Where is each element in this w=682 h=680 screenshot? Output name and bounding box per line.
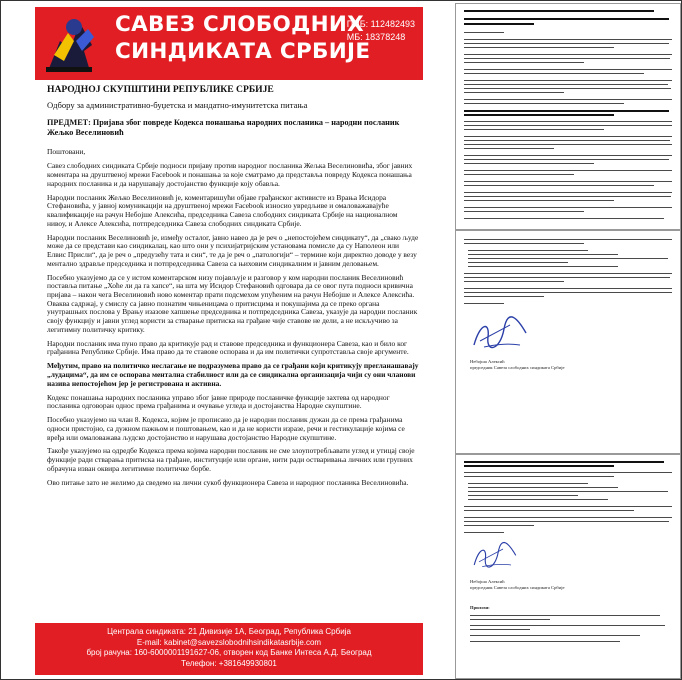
union-logo — [40, 11, 100, 76]
paragraph: Народни посланик Веселиновић је, између осталог, јавно навео да је реч о „непостојећем синдикату“, да „свако људе може да се представи као синдикалац, као што они у психијатријским установама помисле да су Наполеон или Елвис Присли“, да је реч о „предузећу тата и син“, те да је реч о „патологији“ – термине који директно доводе у везу ментално здравље председника и потпредседника Савеза са њиховим синдикалним и јавним деловањем. — [47, 232, 419, 268]
page-thumbnail-3 — [455, 230, 681, 454]
signer-title: председник Савеза слободних синдиката Србије — [470, 364, 565, 370]
mb-number: МБ: 18378248 — [346, 32, 406, 42]
letter-body — [47, 86, 419, 493]
paragraph: Посебно указујемо на члан 8. Кодекса, којим је прописано да је народни посланик дужан да се према грађанима односи пристојно, са дужном пажњом и поштовањем, као и да не користи изразе, речи и гестикулације којима се вређа или омаловажава људско достојанство и нарушава достојанство Народне скупштине. — [47, 415, 405, 442]
footer-email: E-mail: kabinet@savezslobodnihsindikatasrbije.com — [136, 637, 322, 647]
attachments-label: Прилози: — [470, 605, 490, 610]
paragraph: Народни посланик има пуно право да критикује рад и ставове председника и функционера Савеза, као и било ког грађанина Републике Србије. Има право да те ставове оспорава и да им политички супротставља своје аргументе. — [47, 338, 409, 357]
footer-phone: Телефон: +381649930801 — [181, 658, 277, 668]
signature-image — [470, 541, 520, 573]
org-identifiers — [347, 18, 415, 44]
signature-image — [470, 315, 530, 355]
letter-page — [3, 3, 450, 677]
paragraph: Народни посланик Жељко Веселиновић је, коментаришући објаве грађанског активисте из Врања Исидора Стефановића, у јавној комуникацији на друштвеној мрежи Facebook износио увредљиве и омаловажавајуће квалификације на рачун Небојше Алексића, председника Савеза слободних синдиката Србије на националном нивоу, и Алексе Алексића, потпредседника Савеза слободних синдиката Србије. — [47, 192, 398, 228]
thumb-heading-line — [464, 18, 669, 20]
paragraph: Ово питање зато не желимо да сведемо на лични сукоб функционера Савеза и народног посланика Веселиновића. — [47, 477, 409, 487]
paragraph-emphasis: Међутим, право на политичко неслагање не подразумева право да се грађани који критикују прегланашавају „лудацима“, да им се оспорава ментална стабилност или да се синдикална организација чији су они чланови назива непостојећом јер је регистрована и активна. — [47, 361, 419, 388]
thumb-text-line — [464, 32, 504, 33]
org-name — [115, 11, 370, 65]
committee-line: Одбору за административно-буџетска и мандатно-имунитетска питања — [47, 99, 308, 110]
paragraph: Такође указујемо на одредбе Кодекса према којима народни посланик не сме злоупотребљавати углед и утицај своје функције ради стварања притиска на грађане, институције или органе, нити ради остваривања личних или групних обрачуна изван оквира легитимне политичке борбе. — [47, 446, 415, 473]
page-thumbnail-2 — [455, 3, 681, 230]
salutation: Поштовани, — [47, 147, 86, 157]
page-thumbnail-4 — [455, 454, 681, 679]
addressee: НАРОДНОЈ СКУПШТИНИ РЕПУБЛИКЕ СРБИЈЕ — [47, 84, 274, 95]
paragraph: Кодекс понашања народних посланика управо због јавне природе посланичке функције захтева од народног посланика одговоран однос према грађанима и очување угледа и достојанства Народне скупштине. — [47, 392, 390, 411]
paragraph: Посебно указујемо да се у истом коментарском низу појављује и разговор у ком народни посланик Веселиновић поставља питање „Хоће ли да га хапсе“, на шта му Исидор Стефановић одговара да се овог пута подноси кривична пријава – након чега Веселиновић ново коментар прати подсмехом упућеним на рачун Небојше и Алексе Алексића. Оваква садржај, у смислу са јавно познатим чињеницама о притисцима и покушајима да се преко органа унутрашњих послова у Врању изазове хапшење председника и потпредседника Савеза, указује да народни посланик своју функцију и јавни углед користи за стварање притиска на грађане чије ставове не дели, а не искључиво за легитимну политичку критику. — [47, 272, 418, 334]
subject-line: ПРЕДМЕТ: Пријава због повреде Кодекса понашања народних посланика – народни посланик Жељко Веселиновић — [47, 118, 400, 138]
signer-title: председник Савеза слободних синдиката Србије — [470, 584, 565, 590]
letter-footer — [35, 623, 423, 675]
signer-block — [470, 359, 670, 370]
thumb-heading-line — [464, 23, 534, 25]
org-name-line1: САВЕЗ СЛОБОДНИХ — [115, 12, 365, 37]
org-name-line2: СИНДИКАТА СРБИЈЕ — [115, 39, 371, 64]
footer-account: број рачуна: 160-6000001191627-06, отворен код Банке Интеса А.Д. Београд — [86, 648, 372, 657]
thumb-heading-line — [464, 10, 654, 12]
paragraph: Савез слободних синдиката Србије подноси пријаву против народног посланика Жељка Веселиновића, због јавних коментара на друштвеној мрежи Facebook и понашања за које сматрамо да представља повреду Кодекса понашања народних посланика и да нарушавају достојанство функције коју обавља. — [47, 161, 413, 188]
letterhead — [35, 7, 423, 80]
signer-name: Небојша Алексић — [470, 359, 505, 364]
footer-address: Централа синдиката: 21 Дивизије 1А, Београд, Република Србија — [107, 627, 351, 636]
pib-number: ПИБ: 112482493 — [346, 19, 415, 29]
signer-name: Небојша Алексић — [470, 579, 505, 584]
signer-block — [470, 579, 670, 590]
